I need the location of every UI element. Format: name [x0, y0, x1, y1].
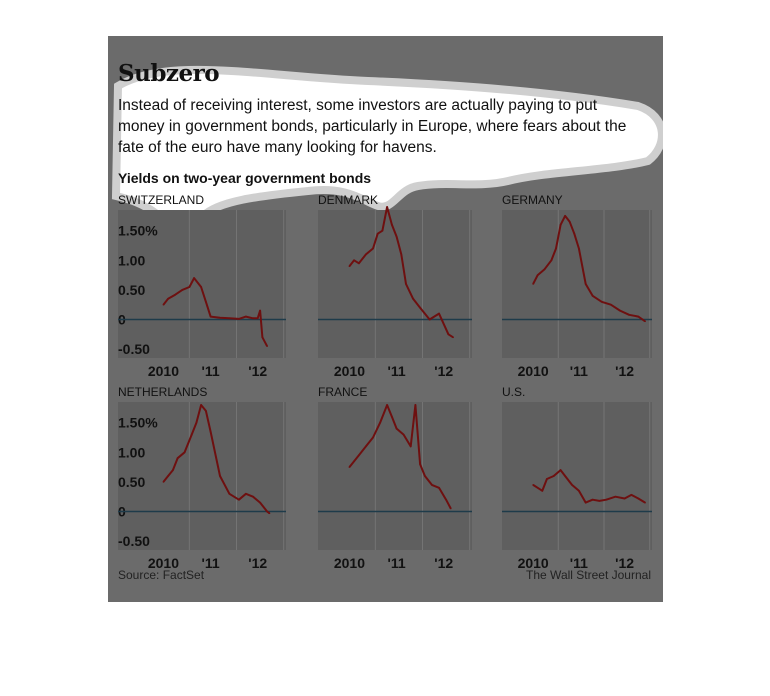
y-tick-label: -0.50 [118, 533, 150, 550]
data-point [578, 248, 580, 250]
data-point [564, 475, 566, 477]
data-point [532, 283, 534, 285]
data-point [585, 502, 587, 504]
data-point [403, 434, 405, 436]
x-tick-label: 2010 [333, 555, 366, 571]
data-point [163, 304, 165, 306]
plot-area [502, 402, 652, 550]
x-tick-label: '11 [387, 555, 406, 571]
data-point [619, 310, 621, 312]
data-point [386, 404, 388, 406]
data-point [219, 317, 221, 319]
x-tick-label: 2010 [147, 363, 180, 379]
data-point [245, 493, 247, 495]
data-point [396, 236, 398, 238]
x-tick-label: '12 [248, 555, 268, 571]
y-tick-label: 1.50% [118, 414, 158, 431]
x-tick-label: '12 [615, 555, 635, 571]
data-point [391, 224, 393, 226]
data-point [191, 434, 193, 436]
data-point [560, 469, 562, 471]
x-tick-label: '12 [615, 363, 635, 379]
data-point [592, 295, 594, 297]
data-point [555, 248, 557, 250]
data-point [544, 268, 546, 270]
data-point [259, 310, 261, 312]
data-point [372, 437, 374, 439]
data-point [353, 260, 355, 262]
data-point [262, 336, 264, 338]
x-tick-label: '11 [201, 363, 220, 379]
data-point [438, 487, 440, 489]
data-point [532, 484, 534, 486]
data-point [372, 248, 374, 250]
data-point [196, 422, 198, 424]
data-point [252, 496, 254, 498]
data-point [205, 410, 207, 412]
data-point [167, 475, 169, 477]
data-point [349, 265, 351, 267]
x-tick-label: 2010 [147, 555, 180, 571]
data-point [560, 224, 562, 226]
data-point [205, 301, 207, 303]
data-point [592, 499, 594, 501]
data-point [386, 206, 388, 208]
y-tick-label: 1.00 [118, 444, 146, 461]
publisher-credit: The Wall Street Journal [526, 568, 651, 582]
data-point [181, 289, 183, 291]
data-point [564, 215, 566, 217]
data-point [238, 318, 240, 320]
x-tick-label: '11 [569, 363, 588, 379]
panel-title: FRANCE [318, 385, 368, 399]
data-point [578, 490, 580, 492]
data-point [353, 460, 355, 462]
data-point [365, 254, 367, 256]
data-point [541, 490, 543, 492]
x-tick-label: '12 [434, 363, 454, 379]
data-point [553, 475, 555, 477]
small-multiples [108, 36, 663, 602]
data-point [358, 454, 360, 456]
data-point [245, 316, 247, 318]
data-point [615, 496, 617, 498]
x-tick-label: '11 [201, 555, 220, 571]
data-point [174, 294, 176, 296]
data-point [229, 493, 231, 495]
data-point [546, 478, 548, 480]
source-note: Source: FactSet [118, 568, 205, 582]
chart-title: Subzero [118, 60, 220, 87]
y-tick-label: 0 [118, 311, 126, 328]
data-point [259, 502, 261, 504]
data-point [452, 336, 454, 338]
data-point [252, 318, 254, 320]
data-point [644, 502, 646, 504]
data-point [450, 508, 452, 510]
data-point [200, 404, 202, 406]
data-point [419, 307, 421, 309]
y-tick-label: 0.50 [118, 281, 146, 298]
data-point [571, 484, 573, 486]
panel-title: NETHERLANDS [118, 385, 208, 399]
data-point [184, 452, 186, 454]
data-point [200, 286, 202, 288]
data-point [448, 334, 450, 336]
data-point [400, 254, 402, 256]
chart-figure [108, 36, 663, 602]
data-point [537, 274, 539, 276]
x-tick-label: '11 [387, 363, 406, 379]
data-point [391, 416, 393, 418]
data-point [193, 277, 195, 279]
data-point [624, 498, 626, 500]
data-point [637, 498, 639, 500]
data-point [605, 499, 607, 501]
data-point [379, 422, 381, 424]
x-tick-label: '12 [248, 363, 268, 379]
panel-title: SWITZERLAND [118, 193, 205, 207]
data-point [429, 319, 431, 321]
data-point [445, 499, 447, 501]
data-point [424, 475, 426, 477]
data-point [266, 345, 268, 347]
data-point [628, 314, 630, 316]
data-point [238, 499, 240, 501]
x-tick-label: '11 [569, 555, 588, 571]
panel-title: DENMARK [318, 193, 379, 207]
data-point [644, 320, 646, 322]
data-point [431, 484, 433, 486]
plot-area [502, 210, 652, 358]
data-point [219, 475, 221, 477]
data-point [610, 304, 612, 306]
y-tick-label: 1.00 [118, 252, 146, 269]
panel-title: U.S. [502, 385, 526, 399]
y-tick-label: 0 [118, 503, 126, 520]
data-point [365, 446, 367, 448]
chart-subtitle: Instead of receiving interest, some investors are actually paying to put money in government bonds, particularly in Europe, where fears about the fate of the euro have many looking for havens. [118, 97, 627, 156]
data-point [637, 316, 639, 318]
x-tick-label: 2010 [517, 363, 549, 379]
data-point [419, 463, 421, 465]
x-tick-label: 2010 [517, 555, 549, 571]
chart-heading: Yields on two-year government bonds [118, 170, 372, 186]
data-point [269, 512, 271, 514]
data-point [167, 298, 169, 300]
data-point [438, 313, 440, 315]
data-point [210, 316, 212, 318]
data-point [631, 494, 633, 496]
y-tick-label: 0.50 [118, 473, 146, 490]
data-point [266, 511, 268, 513]
data-point [551, 260, 553, 262]
x-tick-label: 2010 [333, 363, 366, 379]
data-point [163, 481, 165, 483]
data-point [405, 283, 407, 285]
panel-title: GERMANY [502, 193, 563, 207]
data-point [396, 428, 398, 430]
x-tick-label: '12 [434, 555, 454, 571]
data-point [601, 301, 603, 303]
data-point [599, 500, 601, 502]
data-point [412, 298, 414, 300]
data-point [177, 457, 179, 459]
data-point [257, 318, 259, 320]
data-point [172, 469, 174, 471]
data-point [349, 466, 351, 468]
data-point [410, 446, 412, 448]
data-point [382, 230, 384, 232]
data-point [358, 262, 360, 264]
data-point [585, 283, 587, 285]
data-point [537, 487, 539, 489]
data-point [569, 221, 571, 223]
data-point [573, 233, 575, 235]
data-point [415, 404, 417, 406]
y-tick-label: 1.50% [118, 222, 158, 239]
data-point [210, 431, 212, 433]
y-tick-label: -0.50 [118, 341, 150, 358]
data-point [189, 286, 191, 288]
data-point [377, 233, 379, 235]
data-point [229, 318, 231, 320]
